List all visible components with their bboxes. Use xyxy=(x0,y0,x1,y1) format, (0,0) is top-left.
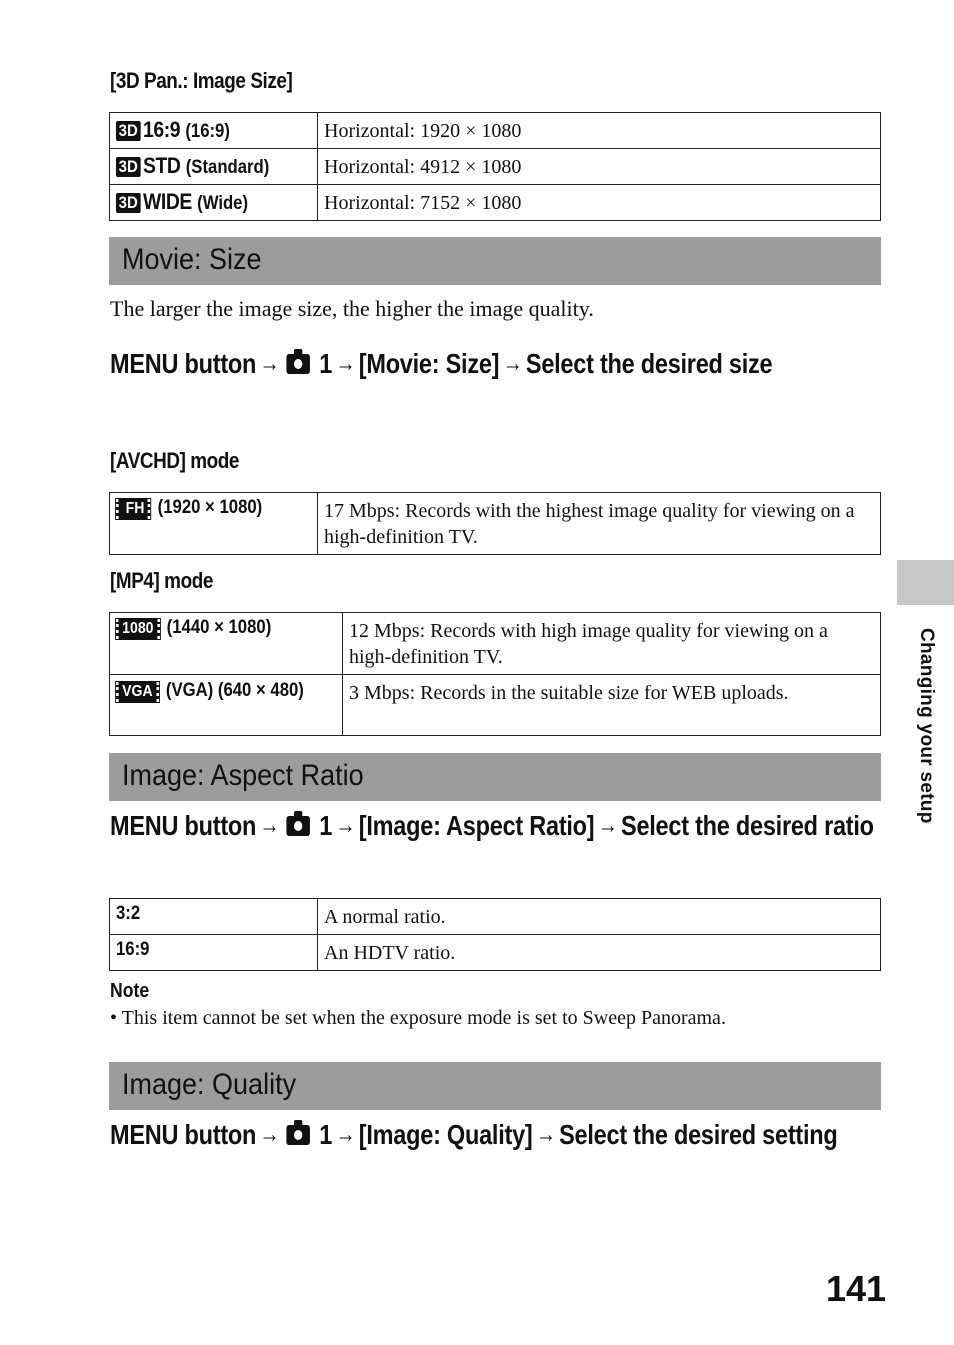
table-row: 3D STD (Standard) Horizontal: 4912 × 1080 xyxy=(110,149,881,185)
movie-vga-icon: VGA xyxy=(116,682,159,702)
size-16-9-icon: 16:9 xyxy=(143,117,181,142)
arrow-right-icon: → xyxy=(535,1121,556,1148)
3d-icon: 3D xyxy=(116,121,140,141)
3d-icon: 3D xyxy=(116,157,140,177)
note-text: • This item cannot be set when the exposure mode is set to Sweep Panorama. xyxy=(110,1007,726,1029)
note-heading: Note xyxy=(110,980,150,1002)
arrow-right-icon: → xyxy=(259,1121,280,1148)
camera-icon xyxy=(286,354,310,374)
arrow-right-icon: → xyxy=(335,812,356,839)
mp4-mode-heading: [MP4] mode xyxy=(110,568,213,593)
table-row: 3D WIDE (Wide) Horizontal: 7152 × 1080 xyxy=(110,185,881,221)
section-title-aspect-ratio: Image: Aspect Ratio xyxy=(109,753,881,801)
pan-size-heading: [3D Pan.: Image Size] xyxy=(110,68,293,93)
table-row: 3D 16:9 (16:9) Horizontal: 1920 × 1080 xyxy=(110,113,881,149)
arrow-right-icon: → xyxy=(259,350,280,377)
aspect-ratio-table xyxy=(109,898,881,971)
table-row: 1080 (1440 × 1080) 12 Mbps: Records with high image quality for viewing on a high-definition TV. xyxy=(110,613,881,675)
arrow-right-icon: → xyxy=(335,1121,356,1148)
size-std-icon: STD xyxy=(143,153,181,178)
movie-size-menu-path: MENU button → 1 → [Movie: Size] → Select the desired size xyxy=(110,348,773,379)
3d-icon: 3D xyxy=(116,193,140,213)
aspect-ratio-menu-path: MENU button → 1 → [Image: Aspect Ratio] → Select the desired ratio xyxy=(110,810,874,841)
arrow-right-icon: → xyxy=(597,812,618,839)
arrow-right-icon: → xyxy=(335,350,356,377)
avchd-table xyxy=(109,492,881,555)
section-title-movie-size: Movie: Size xyxy=(109,237,881,285)
arrow-right-icon: → xyxy=(259,812,280,839)
page-number: 141 xyxy=(826,1268,887,1309)
movie-fh-icon: FH xyxy=(116,499,151,519)
table-row: FH (1920 × 1080) 17 Mbps: Records with the highest image quality for viewing on a high-definition TV. xyxy=(110,493,881,555)
image-quality-menu-path: MENU button → 1 → [Image: Quality] → Select the desired setting xyxy=(110,1119,838,1150)
pan-size-table xyxy=(109,112,881,221)
table-row: 16:9 An HDTV ratio. xyxy=(110,935,881,971)
chapter-side-label: Changing your setup xyxy=(916,628,937,824)
avchd-mode-heading: [AVCHD] mode xyxy=(110,448,240,473)
mp4-table xyxy=(109,612,881,736)
chapter-tab-marker xyxy=(897,560,954,605)
section-title-image-quality: Image: Quality xyxy=(109,1062,881,1110)
table-row: VGA (VGA) (640 × 480) 3 Mbps: Records in the suitable size for WEB uploads. xyxy=(110,675,881,736)
camera-icon xyxy=(286,816,310,836)
table-row: 3:2 A normal ratio. xyxy=(110,899,881,935)
movie-size-intro: The larger the image size, the higher the image quality. xyxy=(110,296,594,321)
arrow-right-icon: → xyxy=(502,350,523,377)
camera-icon xyxy=(286,1125,310,1145)
movie-1080-icon: 1080 xyxy=(116,619,160,639)
size-wide-icon: WIDE xyxy=(143,189,192,214)
